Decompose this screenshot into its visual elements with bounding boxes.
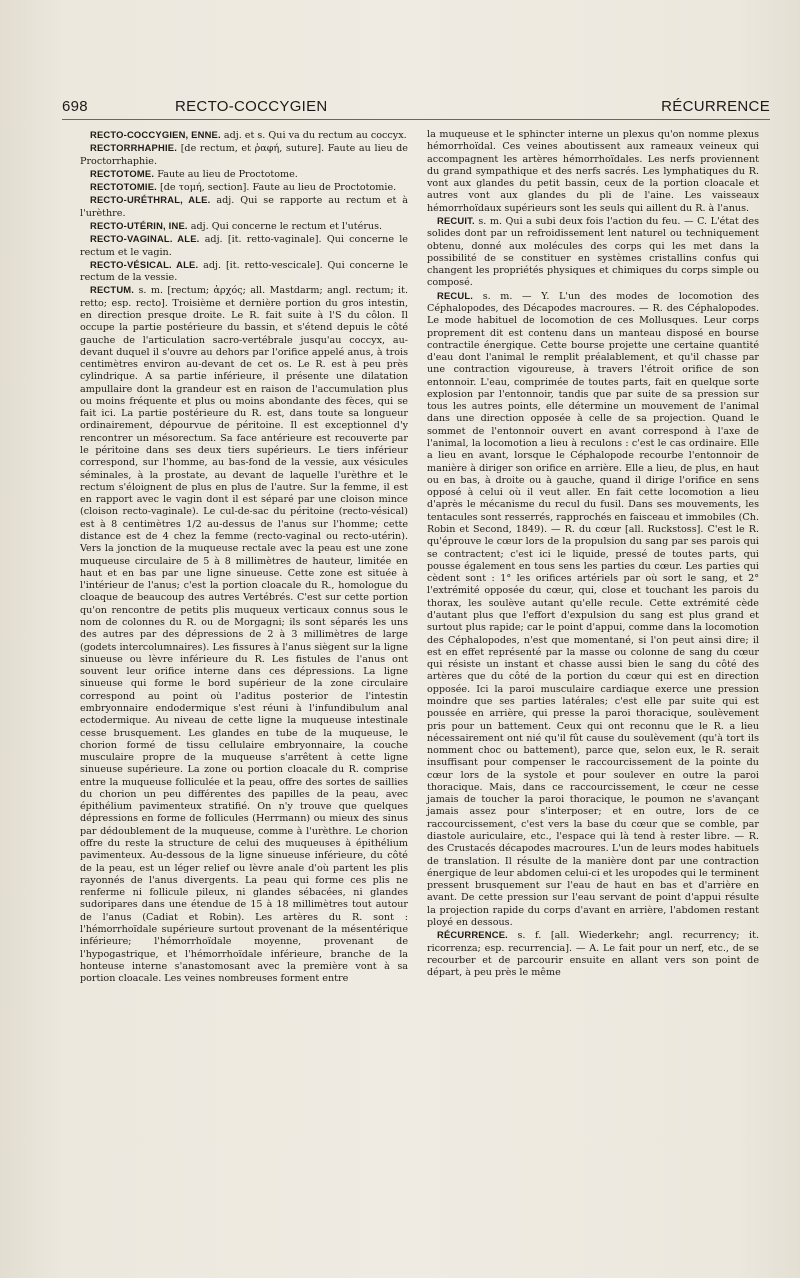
entry-headword: RECTOTOME. (90, 167, 155, 179)
dictionary-entry (80, 233, 408, 259)
entry-headword: RECTORRHAPHIE. (90, 142, 178, 154)
entry-headword: RECUL. (437, 289, 474, 301)
dictionary-entry (80, 194, 408, 220)
dictionary-entry (80, 142, 408, 168)
dictionary-entry (427, 129, 759, 215)
entry-text: s. m. [rectum; ἀρχός; all. Mastdarm; angl. rectum; it. retto; esp. recto]. Troisième et dernière portion du gros intestin, en direction presque droite. Le R. fait suite à l'S du côlon. Il occupe la partie postérieure du bassin, et s'étend depuis le côté gauche de l'articulation sacro-vertébrale jusqu'au coccyx, au-devant duquel il s'ouvre au dehors par l'orifice appelé anus, à trois centimètres environ au-devant de cet os. Le R. est à peu près cylindrique. A sa partie inférieure, il présente une dilatation ampullaire dont la grandeur est en raison de l'accumulation plus ou moins fréquente et plus ou moins abondante des fèces, qui se fait ici. La partie postérieure du R. est, dans toute sa longueur ordinairement, dépourvue de péritoine. Il est exceptionnel d'y rencontrer un mésorectum. Sa face antérieure est recouverte par le péritoine dans ses deux tiers supérieurs. Le tiers inférieur correspond, sur l'homme, au bas-fond de la vessie, aux vésicules séminales, à la prostate, au devant de laquelle l'urèthre et le rectum s'éloignent de plus en plus de l'autre. Sur la femme, il est en rapport avec le vagin dont il est séparé par une cloison mince (cloison recto-vaginale). Le cul-de-sac du péritoine (recto-vésical) est à 8 centimètres 1/2 au-dessus de l'anus sur l'homme; cette distance est de 4 chez la femme (recto-vaginal ou recto-utérin). Vers la jonction de la muqueuse rectale avec la peau est une zone muqueuse circulaire de 5 à 8 millimètres de hauteur, limitée en haut et en bas par une ligne sinueuse. Cette zone est située à l'intérieur de l'anus; c'est la portion cloacale du R., homologue du cloaque de beaucoup des autres Vertébrés. C'est sur cette portion qu'on rencontre de petits plis muqueux verticaux connus sous le nom de colonnes du R. ou de Morgagni; ils sont séparés les uns des autres par des dépressions de 2 à 3 millimètres de large (godets intercolumnaires). Les fissures à l'anus siègent sur la ligne sinueuse ou lèvre inférieure du R. Les fistules de l'anus ont souvent leur orifice interne dans ces dépressions. La ligne sinueuse qui forme le bord supérieur de la zone circulaire correspond au point où l'aditus posterior de l'intestin embryonnaire endodermique s'est réuni à l'infundibulum anal ectodermique. Au niveau de cette ligne la muqueuse intestinale cesse brusquement. Les glandes en tube de la muqueuse, le chorion formé de tissu cellulaire embryonnaire, la couche musculaire propre de la muqueuse s'arrêtent à cette ligne sinueuse supérieure. La zone ou portion cloacale du R. comprise entre la muqueuse folliculée et la peau, offre des sortes de saillies du chorion un peu différentes des papilles de la peau, avec épithélium pavimenteux stratifié. On n'y trouve que quelques dépressions en forme de follicules (Herrmann) ou mieux des sinus par dédoublement de la muqueuse, comme à l'urèthre. Le chorion offre du reste la structure de celui des muqueuses à épithélium pavimenteux. Au-dessous de la ligne sinueuse inférieure, du côté de la peau, est un léger relief ou lèvre anale d'où partent les plis rayonnés de l'anus divergents. La peau qui forme ces plis ne renferme ni follicule pileux, ni glandes sébacées, ni glandes sudoripares dans une étendue de 15 à 18 millimètres tout autour de l'anus (Cadiat et Robin). Les artères du R. sont : l'hémorrhoïdale supérieure surtout provenant de la mésentérique inférieure; l'hémorrhoïdale moyenne, provenant de l'hypogastrique, et l'hémorrhoïdale inférieure, branche de la honteuse interne s'anastomosant avec la première vont à sa portion cloacale. Les veines nombreuses forment entre (80, 285, 408, 985)
entry-text: Faute au lieu de Proctotome. (154, 168, 298, 180)
entry-text: adj. Qui se rapporte au rectum et à l'urèthre. (80, 195, 408, 219)
left-column (80, 129, 408, 985)
entry-headword: RECTO-VAGINAL. ALE. (90, 233, 200, 245)
dictionary-entry (80, 168, 408, 181)
page-number: 698 (62, 98, 88, 115)
left-running-head: RECTO-COCCYGIEN (175, 98, 328, 115)
entry-text: [de τομή, section]. Faute au lieu de Proctotomie. (156, 182, 397, 194)
entry-text: adj. Qui concerne le rectum et l'utérus. (187, 220, 383, 232)
entry-text: s. m. Qui a subi deux fois l'action du feu. — C. L'état des solides dont par un refroidissement lent naturel ou techniquement obtenu, donné aux molécules des corps qui les met dans la possibilité de se constituer en systèmes cristallins confus qui changent les propriétés physiques et chimiques du corps simple ou composé. (427, 215, 759, 289)
entry-text: [de rectum, et ῥαφή, suture]. Faute au lieu de Proctorrhaphie. (80, 143, 408, 167)
running-header (62, 95, 770, 120)
right-column (427, 129, 759, 979)
dictionary-entry (427, 290, 759, 930)
entry-text: s. f. [all. Wiederkehr; angl. recurrency; it. ricorrenza; esp. recurrencia]. — A. Le fait pour un nerf, etc., de se recourber et de parcourir ensuite en allant vers son point de départ, à peu près le même (427, 930, 759, 979)
entry-headword: RÉCURRENCE. (437, 929, 508, 941)
dictionary-entry (80, 220, 408, 233)
entry-text: adj. [it. retto-vaginale]. Qui concerne le rectum et le vagin. (80, 234, 408, 258)
dictionary-entry (80, 181, 408, 194)
dictionary-entry (80, 284, 408, 985)
entry-text: s. m. — Y. L'un des modes de locomotion des Céphalopodes, des Décapodes macroures. — R. des Céphalopodes. Le mode habituel de locomotion de ces Mollusques. Leur corps proprement dit est contenu dans un manteau disposé en bourse contractile énergique. Cette bourse projette une certaine quantité d'eau dont l'animal le remplit préalablement, et qu'il chasse par une contraction vigoureuse, à travers l'étroit orifice de son entonnoir. L'eau, comprimée de toutes parts, fait en quelque sorte explosion par l'entonnoir, tandis que par suite de sa pression sur tous les autres points, elle détermine un mouvement de l'animal dans une direction opposée à celle de sa projection. Quand le sommet de l'entonnoir ouvert en avant correspond à l'axe de l'animal, la locomotion a lieu à reculons : c'est le cas ordinaire. Elle a lieu en avant, lorsque le Céphalopode recourbe l'entonnoir de manière à diriger son orifice en arrière. Elle a lieu, de plus, en haut ou en bas, à droite ou à gauche, quand il dirige l'orifice en sens opposé à celui où il veut aller. En fait cette locomotion a lieu d'après le mécanisme du recul du fusil. Dans ses mouvements, les tentacules sont resserrés, rapprochés en faisceau et immobiles (Ch. Robin et Second, 1849). — R. du cœur [all. Ruckstoss]. C'est le R. qu'éprouve le cœur lors de la propulsion du sang par ses parois qui se contractent; c'est ici le liquide, pressé de toutes parts, qui pousse également en tous sens les parties du cœur. Les parties qui cèdent sont : 1° les orifices artériels par où sort le sang, et 2° l'extrémité opposée du cœur, qui, close et touchant les parois du thorax, les soulève autant qu'elle recule. Cette extrémité cède d'autant plus que l'effort d'expulsion du sang est plus grand et surtout plus rapide; car le point d'appui, comme dans la locomotion des Céphalopodes, n'est que momentané, si l'on peut ainsi dire; il est en effet représenté par la masse ou colonne de sang du cœur qui résiste un instant et chasse aussi bien le sang du côté des artères que du côté de la portion du cœur qui est en direction opposée. Ici la paroi musculaire cardiaque exerce une pression moindre que ses parties latérales; c'est elle par suite qui est poussée en arrière, qui presse la paroi thoracique, soulèvement pris pour un battement. Ceux qui ont reconnu que le R. a lieu nécessairement ont nié qu'il fût cause du soulèvement (qu'à tort ils nomment choc ou battement), parce que, selon eux, le R. serait insuffisant pour compenser le raccourcissement de la pointe du cœur lors de la systole et pour soulever en outre la paroi thoracique. Mais, dans ce raccourcissement, le cœur ne cesse jamais de toucher la paroi thoracique, le poumon ne s'avançant jamais assez pour s'interposer; et en outre, lors de ce raccourcissement, c'est vers la base du cœur que se comble, par diastole auriculaire, etc., l'espace qui là tend à rester libre. — R. des Crustacés décapodes macroures. L'un de leurs modes habituels de translation. Il résulte de la manière dont par une contraction énergique de leur abdomen celui-ci et les uropodes qui le terminent pressent brusquement sur l'eau de haut en bas et d'arrière en avant. De cette pression sur l'eau servant de point d'appui résulte la projection rapide du corps d'avant en arrière, l'abdomen restant ployé en dessous. (427, 290, 759, 928)
dictionary-entry (427, 215, 759, 290)
dictionary-entry (427, 929, 759, 979)
right-running-head: RÉCURRENCE (661, 98, 770, 115)
entry-headword: RECTO-URÉTHRAL, ALE. (90, 194, 211, 206)
entry-headword: RECTO-UTÉRIN, INE. (90, 219, 188, 231)
entry-text: adj. et s. Qui va du rectum au coccyx. (220, 130, 407, 141)
entry-headword: RECTUM. (90, 284, 135, 296)
entry-headword: RECTOTOMIE. (90, 181, 157, 193)
entry-text: adj. [it. retto-vescicale]. Qui concerne le rectum de la vessie. (80, 259, 408, 284)
dictionary-entry (80, 129, 408, 142)
dictionary-entry (80, 259, 408, 285)
entry-headword: RECTO-COCCYGIEN, ENNE. (90, 129, 221, 140)
entry-headword: RECUIT. (437, 214, 475, 226)
entry-headword: RECTO-VÉSICAL. ALE. (90, 258, 199, 270)
entry-text: la muqueuse et le sphincter interne un plexus qu'on nomme plexus hémorrhoïdal. Ces veines aboutissent aux rameaux veineux qui accompagnent les artères hémorrhoïdales. Les nerfs proviennent du grand sympathique et des nerfs sacrés. Les lymphatiques du R. vont aux glandes du petit bassin, ceux de la portion cloacale et autres vont aux glandes du pli de l'aine. Les vaisseaux hémorrhoïdaux supérieurs sont les seuls qui aillent du R. à l'anus. (427, 129, 759, 214)
